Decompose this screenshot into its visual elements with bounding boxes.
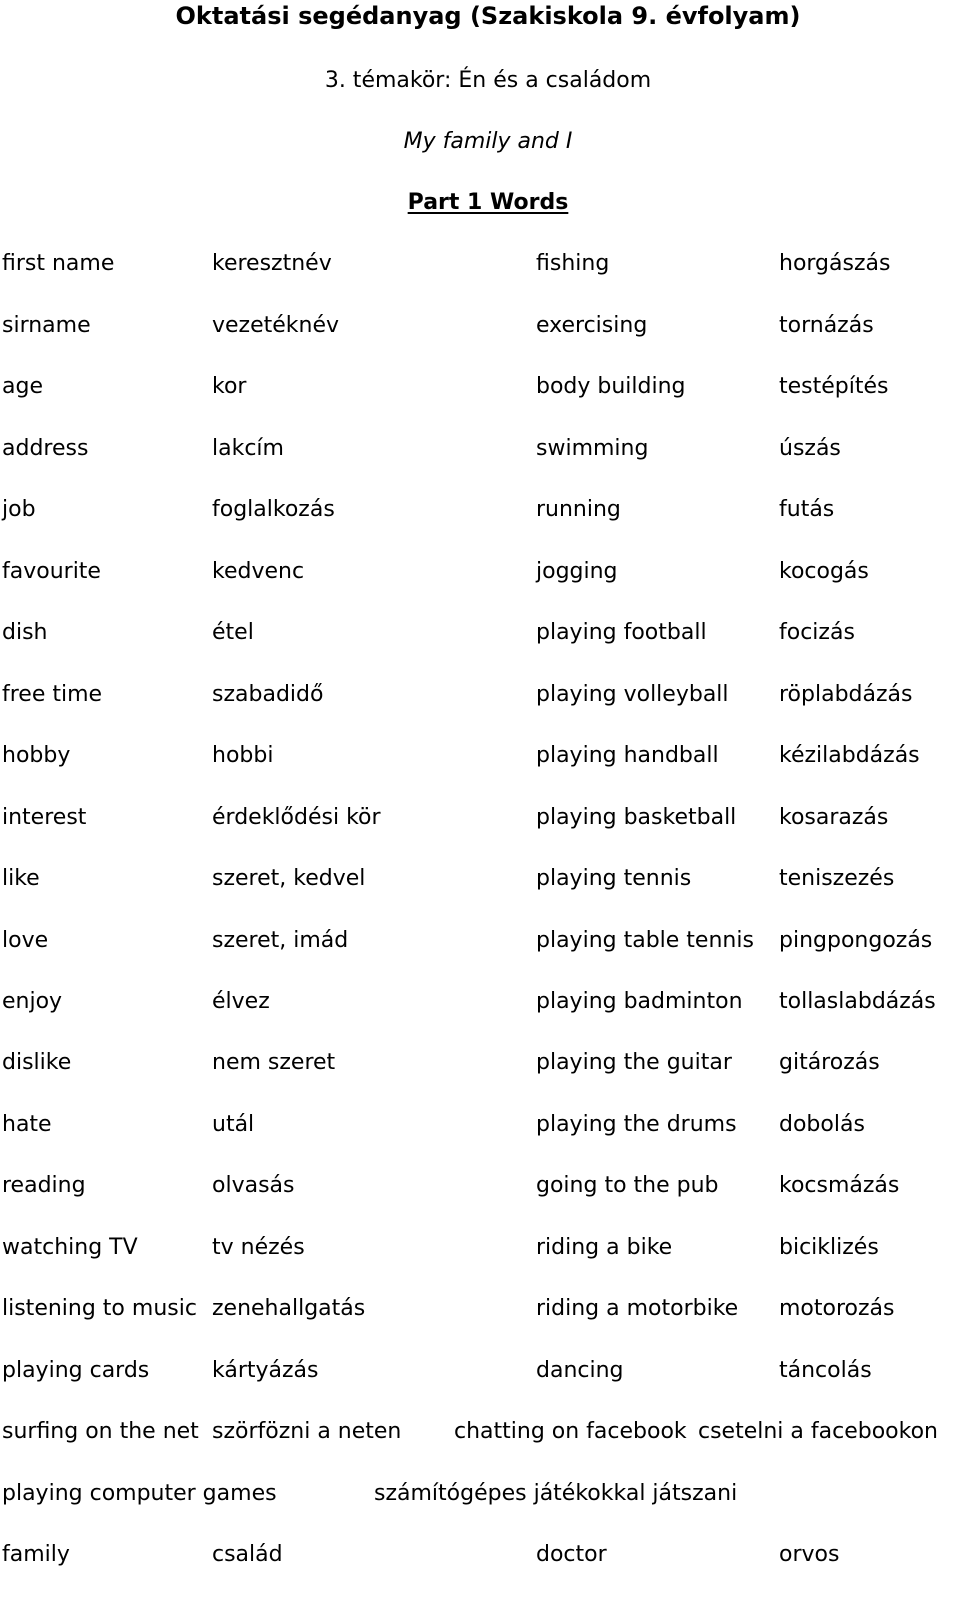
english-word: dislike	[2, 1050, 72, 1075]
hungarian-activity: testépítés	[779, 374, 889, 399]
hungarian-activity: tollaslabdázás	[779, 989, 936, 1014]
surfing-vocabulary-row	[0, 1417, 960, 1457]
hungarian-translation: szeret, imád	[212, 928, 349, 953]
english-word: hobby	[2, 743, 71, 768]
english-word: family	[2, 1542, 70, 1567]
english-activity: playing basketball	[536, 805, 737, 830]
hungarian-translation: kártyázás	[212, 1358, 319, 1383]
hungarian-activity: focizás	[779, 620, 855, 645]
vocabulary-row	[0, 803, 960, 843]
english-activity: running	[536, 497, 621, 522]
english-word: listening to music	[2, 1296, 197, 1321]
hungarian-translation: szabadidő	[212, 682, 324, 707]
english-word: enjoy	[2, 989, 63, 1014]
computer-games-row	[0, 1479, 960, 1519]
hungarian-translation: nem szeret	[212, 1050, 336, 1075]
hungarian-activity: dobolás	[779, 1112, 865, 1137]
hungarian-translation: orvos	[779, 1542, 840, 1567]
family-vocabulary-row	[0, 1540, 960, 1580]
english-word: love	[2, 928, 49, 953]
english-activity: playing table tennis	[536, 928, 754, 953]
hungarian-translation: hobbi	[212, 743, 274, 768]
hungarian-activity: csetelni a facebookon	[698, 1419, 938, 1444]
hungarian-translation: utál	[212, 1112, 255, 1137]
english-activity: body building	[536, 374, 686, 399]
english-activity: playing handball	[536, 743, 719, 768]
hungarian-translation: foglalkozás	[212, 497, 335, 522]
hungarian-activity: teniszezés	[779, 866, 895, 891]
hungarian-translation: étel	[212, 620, 254, 645]
english-word: like	[2, 866, 40, 891]
hungarian-translation: vezetéknév	[212, 313, 340, 338]
vocabulary-row	[0, 987, 960, 1027]
english-word: playing cards	[2, 1358, 150, 1383]
english-word: first name	[2, 251, 115, 276]
hungarian-translation: szeret, kedvel	[212, 866, 366, 891]
english-title: My family and I	[403, 129, 573, 154]
hungarian-translation: olvasás	[212, 1173, 295, 1198]
vocabulary-row	[0, 741, 960, 781]
english-activity: exercising	[536, 313, 648, 338]
hungarian-activity: futás	[779, 497, 835, 522]
english-activity: dancing	[536, 1358, 624, 1383]
english-activity: riding a motorbike	[536, 1296, 739, 1321]
english-word: watching TV	[2, 1235, 138, 1260]
vocabulary-row	[0, 1294, 960, 1334]
hungarian-translation: számítógépes játékokkal játszani	[374, 1481, 738, 1506]
hungarian-translation: zenehallgatás	[212, 1296, 366, 1321]
vocabulary-row	[0, 1048, 960, 1088]
hungarian-activity: biciklizés	[779, 1235, 879, 1260]
english-word: doctor	[536, 1542, 607, 1567]
english-word: interest	[2, 805, 87, 830]
hungarian-translation: szörfözni a neten	[212, 1419, 402, 1444]
hungarian-activity: tornázás	[779, 313, 874, 338]
english-activity: going to the pub	[536, 1173, 719, 1198]
english-activity: jogging	[536, 559, 618, 584]
hungarian-activity: kocogás	[779, 559, 869, 584]
hungarian-translation: család	[212, 1542, 283, 1567]
english-word: reading	[2, 1173, 86, 1198]
part-heading	[0, 188, 960, 218]
vocabulary-row	[0, 680, 960, 720]
english-activity: playing the drums	[536, 1112, 737, 1137]
vocabulary-row	[0, 557, 960, 597]
english-activity: playing volleyball	[536, 682, 729, 707]
vocabulary-row	[0, 1356, 960, 1396]
hungarian-activity: motorozás	[779, 1296, 895, 1321]
vocabulary-row	[0, 434, 960, 474]
vocabulary-row	[0, 864, 960, 904]
topic-title: 3. témakör: Én és a családom	[324, 68, 652, 93]
hungarian-translation: tv nézés	[212, 1235, 305, 1260]
english-word: playing computer games	[2, 1481, 277, 1506]
vocabulary-row	[0, 249, 960, 289]
hungarian-translation: kedvenc	[212, 559, 305, 584]
part-heading-text: Part 1 Words	[407, 190, 569, 215]
hungarian-activity: gitározás	[779, 1050, 880, 1075]
hungarian-translation: keresztnév	[212, 251, 332, 276]
english-activity: swimming	[536, 436, 649, 461]
hungarian-activity: úszás	[779, 436, 841, 461]
hungarian-activity: kézilabdázás	[779, 743, 920, 768]
english-activity: playing tennis	[536, 866, 692, 891]
english-activity: playing badminton	[536, 989, 743, 1014]
english-activity: riding a bike	[536, 1235, 673, 1260]
english-word: free time	[2, 682, 103, 707]
vocabulary-row	[0, 311, 960, 351]
vocabulary-row	[0, 372, 960, 412]
english-activity: fishing	[536, 251, 610, 276]
hungarian-activity: röplabdázás	[779, 682, 913, 707]
vocabulary-row	[0, 495, 960, 535]
english-word: sirname	[2, 313, 91, 338]
vocabulary-row	[0, 1171, 960, 1211]
hungarian-activity: kocsmázás	[779, 1173, 900, 1198]
hungarian-activity: kosarazás	[779, 805, 889, 830]
english-word: surfing on the net	[2, 1419, 199, 1444]
english-activity: playing the guitar	[536, 1050, 732, 1075]
vocabulary-row	[0, 618, 960, 658]
hungarian-translation: kor	[212, 374, 247, 399]
english-word: favourite	[2, 559, 101, 584]
vocabulary-row	[0, 1110, 960, 1150]
hungarian-translation: érdeklődési kör	[212, 805, 381, 830]
english-word: address	[2, 436, 89, 461]
document-title: Oktatási segédanyag (Szakiskola 9. évfolyam)	[175, 2, 801, 30]
english-word: dish	[2, 620, 48, 645]
english-word: age	[2, 374, 43, 399]
hungarian-activity: horgászás	[779, 251, 891, 276]
english-word: job	[2, 497, 36, 522]
english-activity: playing football	[536, 620, 707, 645]
hungarian-activity: táncolás	[779, 1358, 872, 1383]
hungarian-activity: pingpongozás	[779, 928, 933, 953]
vocabulary-row	[0, 1233, 960, 1273]
hungarian-translation: lakcím	[212, 436, 284, 461]
vocabulary-row	[0, 926, 960, 966]
english-activity: chatting on facebook	[454, 1419, 687, 1444]
english-word: hate	[2, 1112, 52, 1137]
hungarian-translation: élvez	[212, 989, 270, 1014]
